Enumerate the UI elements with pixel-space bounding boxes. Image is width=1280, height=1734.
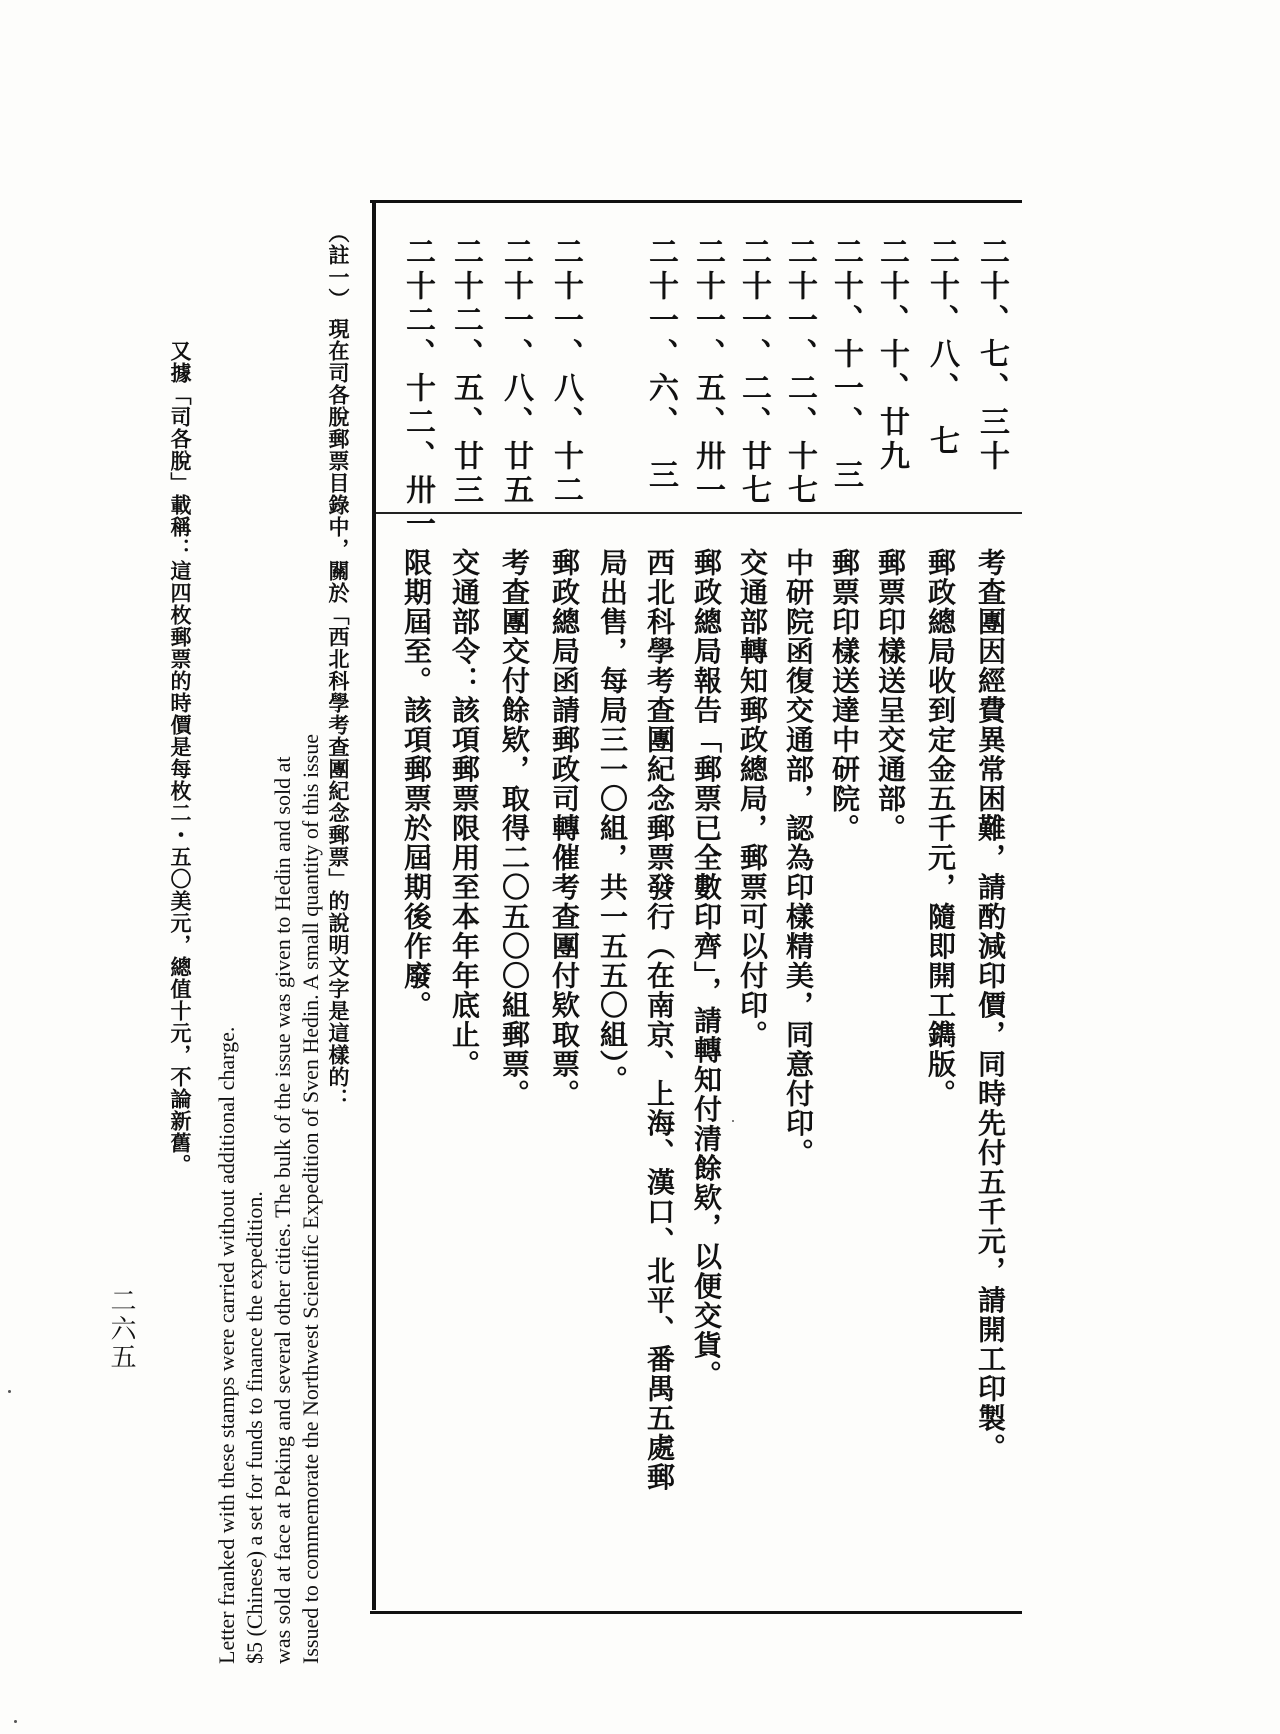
footnote-english-line: $5 (Chinese) a set for funds to finance the expedition.	[242, 1191, 267, 1664]
table-row-date: 二十、八、 七	[924, 236, 959, 459]
table-row-date: 二十、十一、 三	[828, 236, 863, 493]
table-row-event: 考查團交付餘欵，取得二〇五〇〇組郵票。	[498, 548, 531, 1109]
table-row-date: 二十一、二、廿七	[736, 236, 771, 508]
table-row-event: 交通部令：該項郵票限用至本年年底止。	[448, 548, 481, 1079]
footnote-english-line: was sold at face at Peking and several other cities. The bulk of the issue was given to Hedin and sold at	[270, 756, 295, 1664]
scan-speck	[14, 1720, 17, 1723]
table-column-divider	[376, 512, 1022, 514]
table-row-event: 郵政總局函請郵政司轉催考查團付欵取票。	[548, 548, 581, 1109]
footnote-intro: 現在司各脫郵票目錄中，關於「西北科學考查團紀念郵票」的說明文字是這樣的：	[326, 318, 351, 1110]
table-row-event: 郵票印樣送達中研院。	[828, 548, 861, 843]
table-left-rule	[372, 200, 376, 1610]
table-row-date: 二十二、十二、卅一	[400, 236, 435, 542]
scan-speck	[8, 1390, 11, 1393]
table-row-date: 二十二、五、廿三	[448, 236, 483, 508]
table-row-event-continued: 局出售，每局三一〇組，共一五五〇組）。	[596, 548, 629, 1095]
table-row-date: 二十、七、三十	[974, 236, 1009, 474]
page-number: 二六五	[106, 1287, 136, 1371]
table-row-event: 郵政總局報告「郵票已全數印齊」，請轉知付清餘欵，以便交貨。	[690, 548, 723, 1390]
footnote-english-line: Letter franked with these stamps were carried without additional charge.	[214, 1026, 239, 1664]
table-row-event: 郵政總局收到定金五千元，隨即開工鐫版。	[924, 548, 957, 1109]
table-row-date: 二十一、八、十二	[548, 236, 583, 508]
table-row-event: 交通部轉知郵政總局，郵票可以付印。	[736, 548, 769, 1050]
table-row-event: 西北科學考查團紀念郵票發行（在南京、上海、漢口、北平、番禺五處郵	[643, 548, 676, 1492]
footnote-label: （註一）	[326, 222, 351, 310]
scan-speck	[732, 1120, 734, 1122]
table-row-event: 限期屆至。該項郵票於屆期後作廢。	[400, 548, 433, 1020]
footnote-english-line: Issued to commemorate the Northwest Scientific Expedition of Sven Hedin. A small quantity of this issue	[298, 734, 323, 1664]
table-row-date: 二十一、五、卅一	[690, 236, 725, 508]
table-row-event: 考查團因經費異常困難，請酌減印價，同時先付五千元，請開工印製。	[974, 548, 1007, 1463]
table-row-event: 中研院函復交通部，認為印樣精美，同意付印。	[782, 548, 815, 1168]
table-row-date: 二十一、八、廿五	[498, 236, 533, 508]
table-row-event: 郵票印樣送呈交通部。	[874, 548, 907, 843]
table-row-date: 二十一、六、 三	[643, 236, 678, 493]
table-row-date: 二十、十、廿九	[874, 236, 909, 474]
footnote-closing: 又據「司各脫」載稱：這四枚郵票的時價是每枚二・五〇美元，總值十元，不論新舊。	[168, 340, 193, 1176]
table-row-date: 二十一、二、十七	[782, 236, 817, 508]
